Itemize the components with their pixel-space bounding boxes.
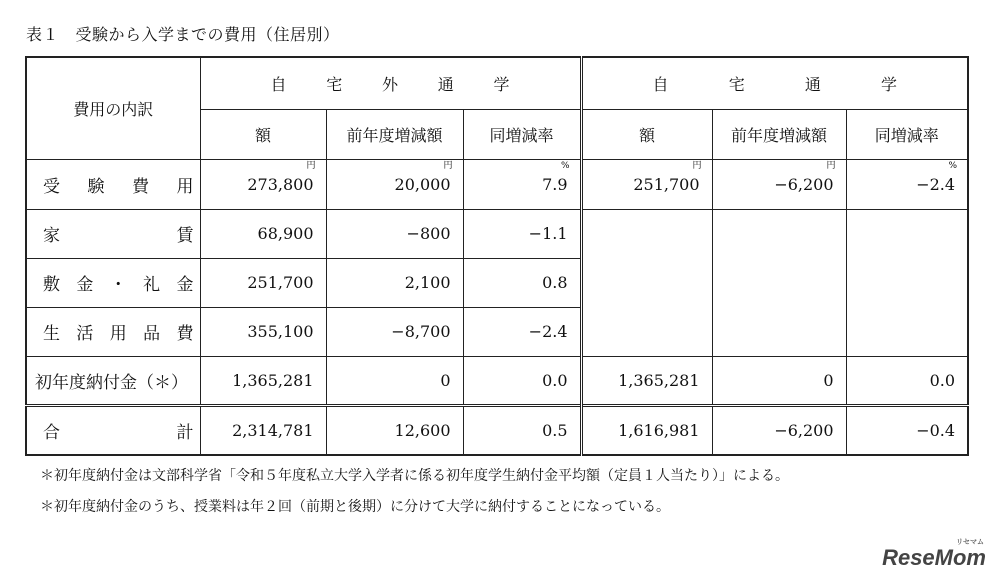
row-label: 初年度納付金（＊） bbox=[26, 356, 200, 405]
cell-out-rate: −2.4 bbox=[463, 307, 581, 356]
cell-home-rate: 0.0 bbox=[846, 356, 968, 405]
cell-out-change: −8,700 bbox=[326, 307, 463, 356]
cell-out-rate: % 7.9 bbox=[463, 159, 581, 209]
row-label: 合 計 bbox=[26, 405, 200, 455]
cell-home-rate: −0.4 bbox=[846, 405, 968, 455]
header-group-outside: 自 宅 外 通 学 bbox=[200, 57, 581, 109]
cell-out-amount: 円 273,800 bbox=[200, 159, 326, 209]
cell-home-amount: 円 251,700 bbox=[581, 159, 712, 209]
cell-out-rate: 0.0 bbox=[463, 356, 581, 405]
cell-home-change: 円 −6,200 bbox=[712, 159, 846, 209]
table-row bbox=[26, 159, 968, 209]
footnote-1: ＊初年度納付金は文部科学省「令和５年度私立大学入学者に係る初年度学生納付金平均額（定員１人当たり）」による。 bbox=[40, 468, 789, 484]
header-home-change: 前年度増減額 bbox=[712, 109, 846, 159]
header-home-rate: 同増減率 bbox=[846, 109, 968, 159]
cost-table bbox=[25, 56, 969, 456]
cell-out-amount: 2,314,781 bbox=[200, 405, 326, 455]
row-label: 敷 金 ・ 礼 金 bbox=[26, 258, 200, 307]
cell-home-empty bbox=[712, 209, 846, 356]
cell-home-amount: 1,365,281 bbox=[581, 356, 712, 405]
footnote-2: ＊初年度納付金のうち、授業料は年２回（前期と後期）に分けて大学に納付することになっている。 bbox=[40, 499, 670, 515]
resemom-logo: リセマム ReseMom bbox=[882, 539, 986, 570]
cell-home-amount: 1,616,981 bbox=[581, 405, 712, 455]
table-row bbox=[26, 209, 968, 258]
header-out-amount: 額 bbox=[200, 109, 326, 159]
table-row bbox=[26, 356, 968, 405]
header-group-home: 自 宅 通 学 bbox=[581, 57, 968, 109]
header-home-amount: 額 bbox=[581, 109, 712, 159]
header-out-change: 前年度増減額 bbox=[326, 109, 463, 159]
header-category: 費用の内訳 bbox=[26, 57, 200, 159]
cell-out-change: 2,100 bbox=[326, 258, 463, 307]
cell-out-rate: −1.1 bbox=[463, 209, 581, 258]
cell-home-empty bbox=[581, 209, 712, 356]
cell-home-change: 0 bbox=[712, 356, 846, 405]
header-out-rate: 同増減率 bbox=[463, 109, 581, 159]
cell-out-change: 12,600 bbox=[326, 405, 463, 455]
cell-home-change: −6,200 bbox=[712, 405, 846, 455]
row-label: 生 活 用 品 費 bbox=[26, 307, 200, 356]
cell-out-amount: 1,365,281 bbox=[200, 356, 326, 405]
cell-out-amount: 355,100 bbox=[200, 307, 326, 356]
cell-home-empty bbox=[846, 209, 968, 356]
cell-out-amount: 68,900 bbox=[200, 209, 326, 258]
cell-home-rate: % −2.4 bbox=[846, 159, 968, 209]
cell-out-amount: 251,700 bbox=[200, 258, 326, 307]
row-label: 受 験 費 用 bbox=[26, 159, 200, 209]
table-title: 表１ 受験から入学までの費用（住居別） bbox=[26, 25, 340, 44]
cell-out-change: 0 bbox=[326, 356, 463, 405]
cell-out-change: 円 20,000 bbox=[326, 159, 463, 209]
row-label: 家 賃 bbox=[26, 209, 200, 258]
table-row-total bbox=[26, 405, 968, 455]
cell-out-change: −800 bbox=[326, 209, 463, 258]
cell-out-rate: 0.8 bbox=[463, 258, 581, 307]
cell-out-rate: 0.5 bbox=[463, 405, 581, 455]
